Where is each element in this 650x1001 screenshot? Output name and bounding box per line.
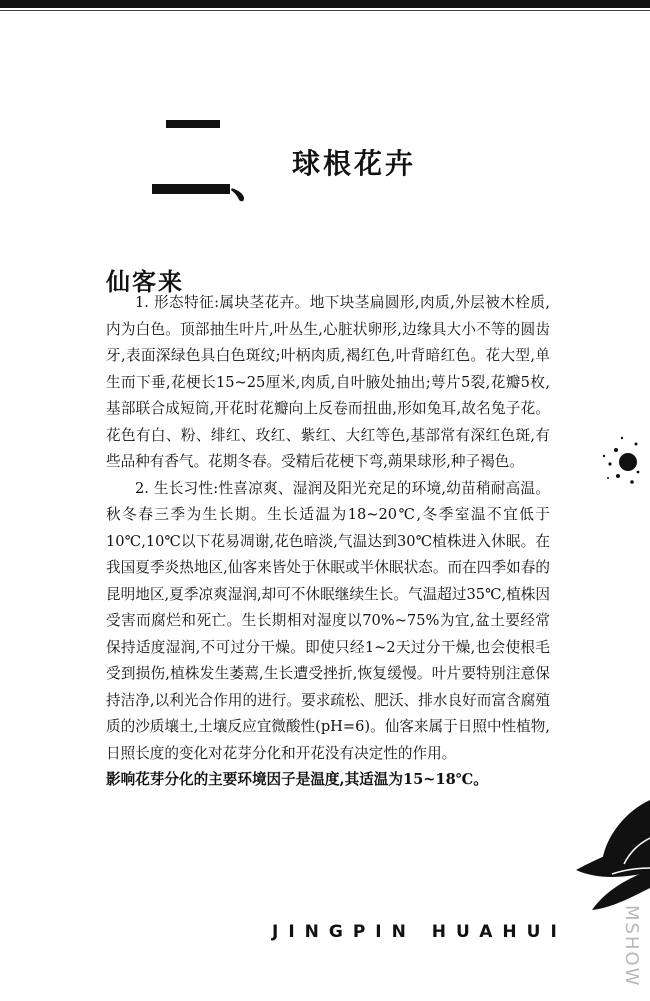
ink-splash-decoration	[588, 420, 644, 500]
top-rule-thin	[0, 10, 650, 11]
chapter-number-two	[152, 108, 224, 208]
paragraph-morphology: 1. 形态特征:属块茎花卉。地下块茎扁圆形,肉质,外层被木栓质,内为白色。顶部抽生叶片,叶丛生,心脏状卵形,边缘具大小不等的圆齿牙,表面深绿色具白色斑纹;叶柄肉质,褐红色,叶背暗红色。花大型,单生而下垂,花梗长15~25厘米,肉质,自叶腋处抽出;萼片5裂,花瓣5枚,基部联合成短筒,开花时花瓣向上反卷而扭曲,形如兔耳,故名兔子花。花色有白、粉、绯红、玫红、紫红、大红等色,基部常有深红色斑,有些品种有香气。花期冬春。受精后花梗下弯,蒴果球形,种子褐色。	[106, 294, 550, 470]
paragraph-growth-habit: 2. 生长习性:性喜凉爽、湿润及阳光充足的环境,幼苗稍耐高温。秋冬春三季为生长期。生长适温为18~20℃,冬季室温不宜低于10℃,10℃以下花易凋谢,花色暗淡,气温达到30℃植株进入休眠。在我国夏季炎热地区,仙客来皆处于休眠或半休眠状态。而在四季如春的昆明地区,夏季凉爽湿润,却可不休眠继续生长。气温超过35℃,植株因受害而腐烂和死亡。生长期相对湿度以70%~75%为宜,盆土要经常保持适度湿润,不可过分干燥。即使只经1~2天过分干燥,也会使根毛受到损伤,植株发生萎蔫,生长遭受挫折,恢复缓慢。叶片要特别注意保持洁净,以利光合作用的进行。要求疏松、肥沃、排水良好而富含腐殖质的沙质壤土,土壤反应宜微酸性(pH=6)。仙客来属于日照中性植物,日照长度的变化对花芽分化和开花没有决定性的作用。	[106, 479, 550, 762]
chapter-title: 球根花卉	[292, 147, 417, 180]
chapter-separator: 、	[230, 154, 276, 208]
section-title: 仙客来	[106, 267, 184, 296]
top-rule	[0, 0, 650, 8]
paragraph-bold-line: 影响花芽分化的主要环境因子是温度,其适温为15~18℃。	[106, 771, 488, 788]
chapter-number-stroke-top	[166, 120, 220, 128]
footer-running-title: JINGPIN HUAHUI	[272, 922, 567, 942]
chapter-number-stroke-bottom	[152, 184, 230, 194]
watermark: MSHOW	[621, 905, 642, 988]
body-text	[106, 290, 550, 794]
